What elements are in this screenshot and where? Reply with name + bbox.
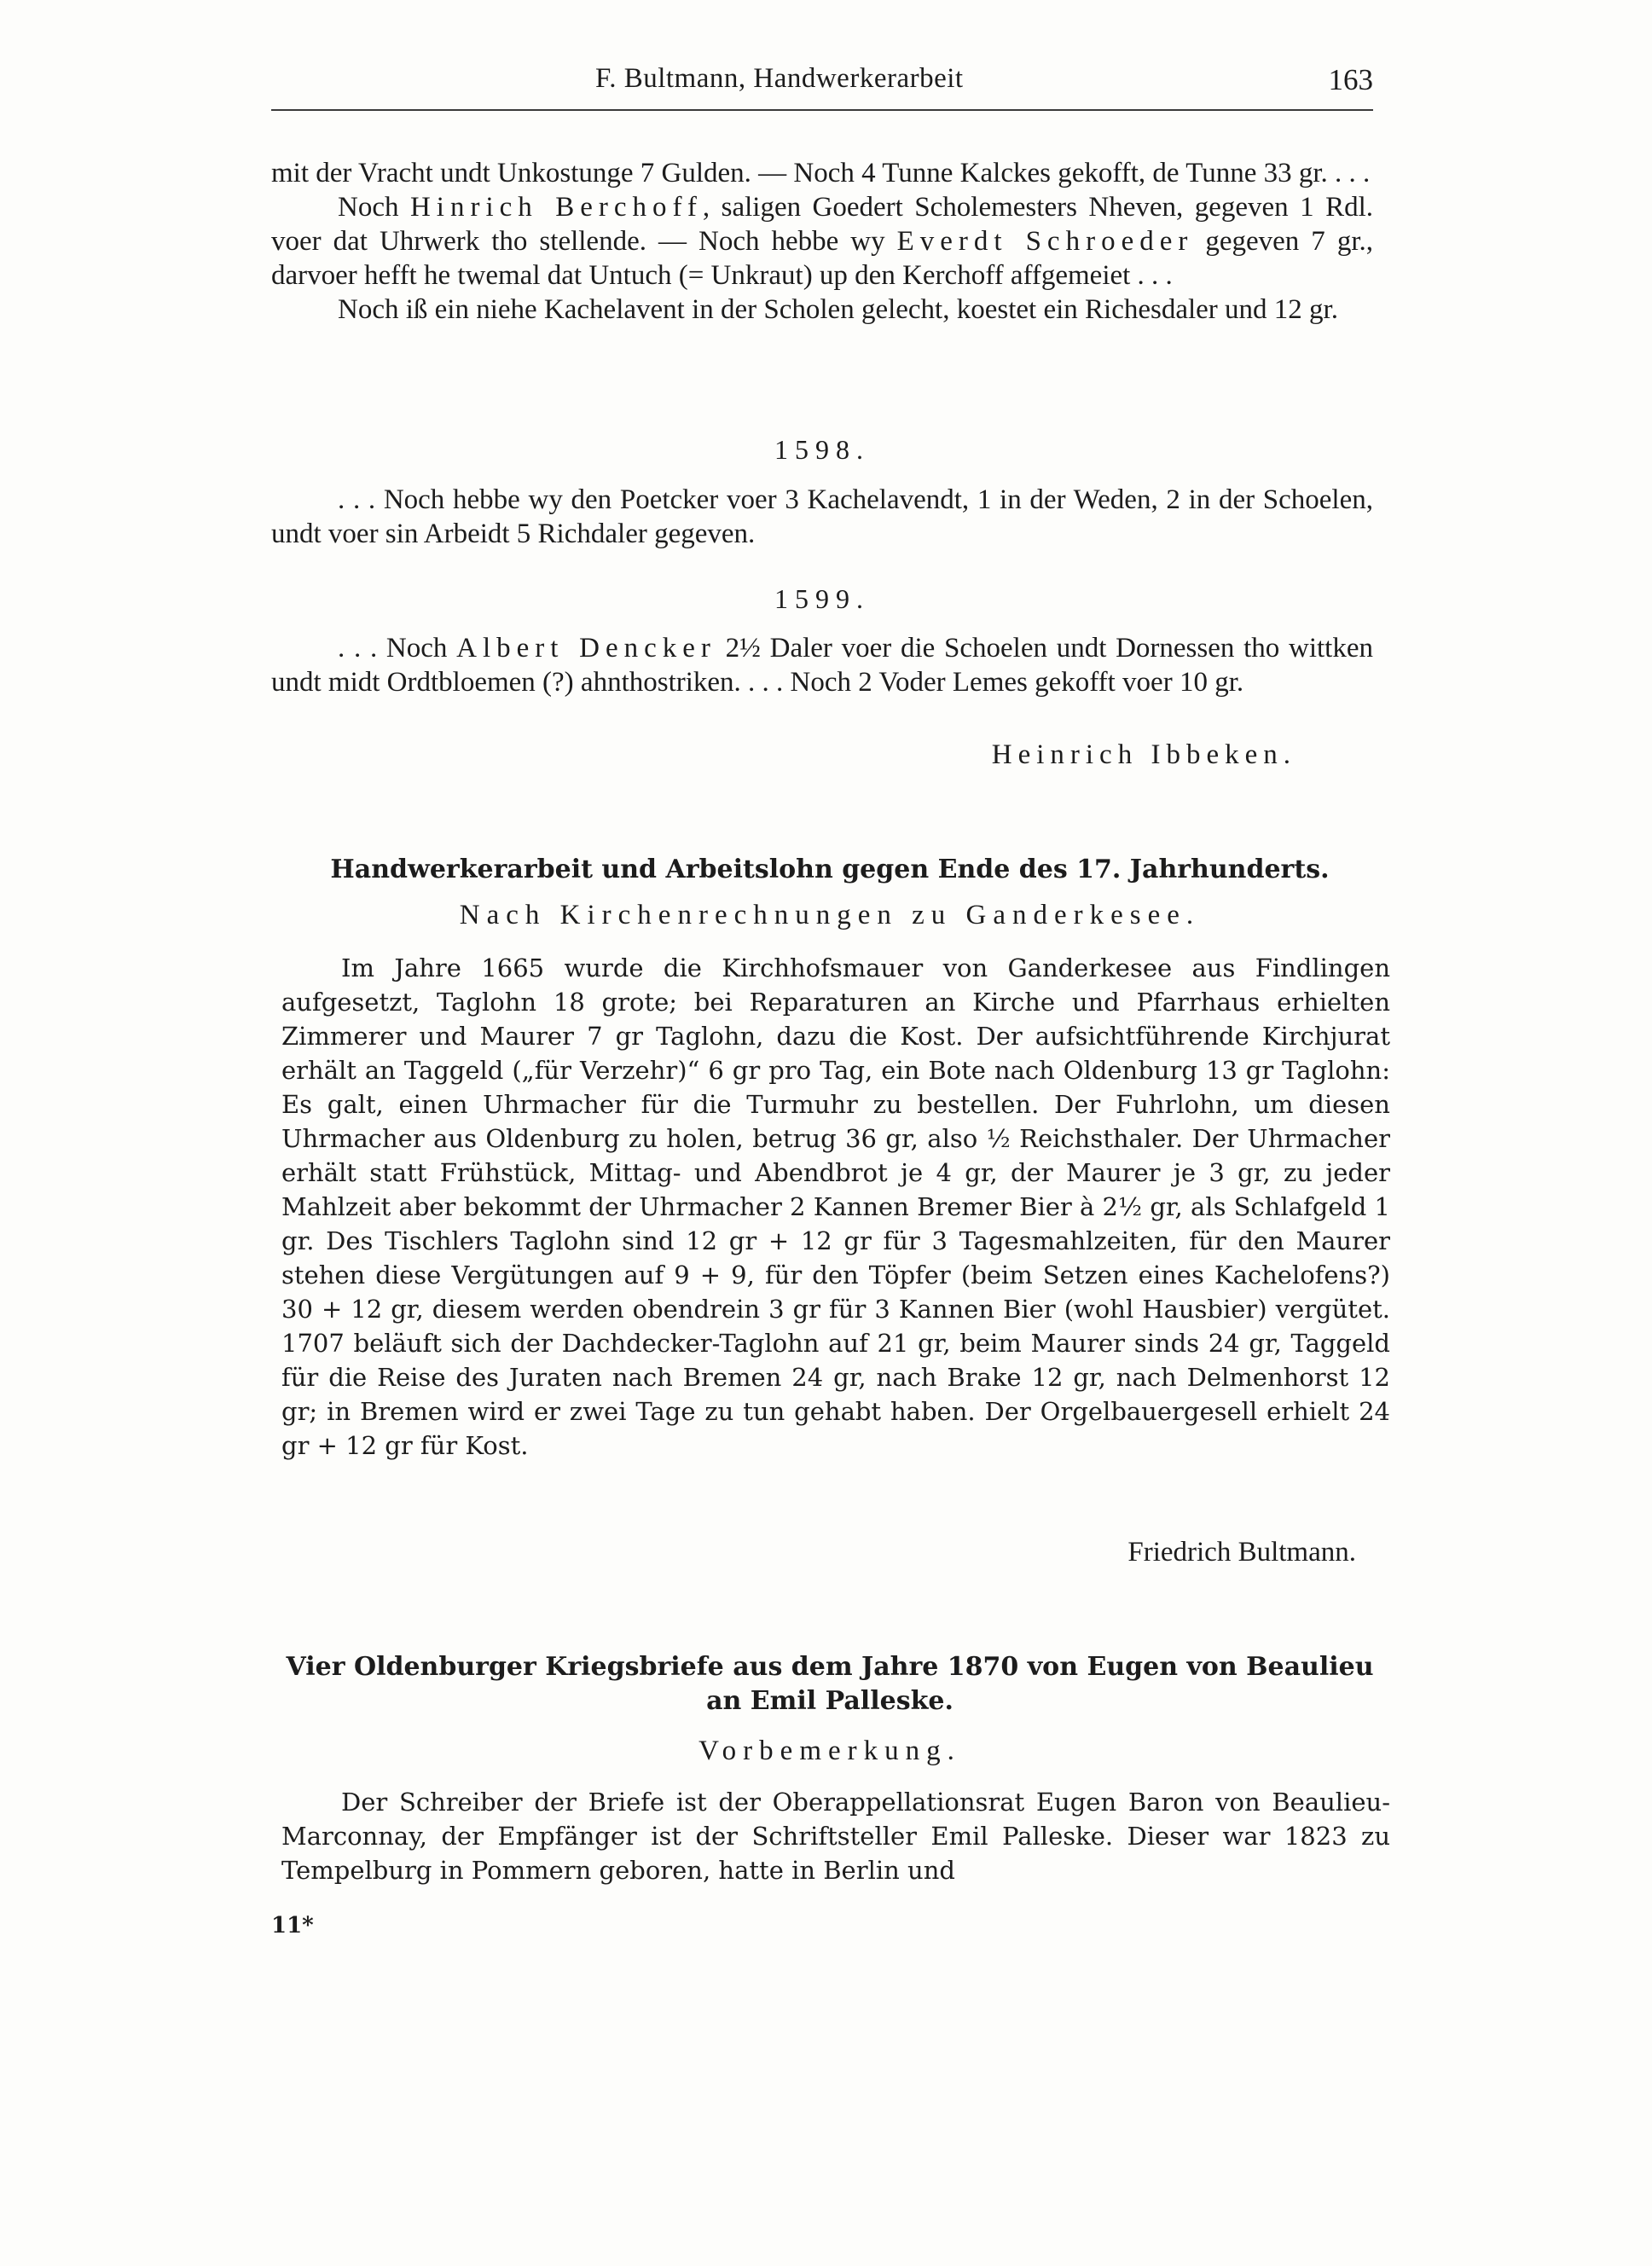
section2-subheading: Nach Kirchenrechnungen zu Ganderkesee. bbox=[459, 900, 1201, 930]
paragraph-3: Noch iß ein niehe Kachelavent in der Scholen gelecht, koestet ein Richesdaler und 12 gr. bbox=[338, 294, 1338, 325]
year-heading-1599: 1599. bbox=[774, 583, 870, 614]
section1-text-b bbox=[271, 483, 1373, 551]
year-heading-1598: 1598. bbox=[774, 434, 870, 465]
section2-body bbox=[281, 951, 1390, 1463]
section3-heading bbox=[271, 1650, 1388, 1718]
paragraph-1: mit der Vracht undt Unkostunge 7 Gulden. — Noch 4 Tunne Kalckes gekofft, de Tunne 33 gr. . . . bbox=[271, 158, 1371, 188]
section3-heading-line1: Vier Oldenburger Kriegsbriefe aus dem Jahre 1870 von Eugen von Beaulieu bbox=[286, 1652, 1374, 1682]
section3-body bbox=[281, 1785, 1390, 1887]
name-albert-dencker: Albert Dencker bbox=[456, 633, 716, 664]
signature-ibbeken: Heinrich Ibbeken. bbox=[991, 739, 1296, 770]
signature-bultmann: Friedrich Bultmann. bbox=[1127, 1537, 1356, 1568]
section3-subheading: Vorbemerkung. bbox=[698, 1736, 961, 1766]
page-number: 163 bbox=[1328, 63, 1373, 96]
running-title: F. Bultmann, Handwerkerarbeit bbox=[595, 63, 964, 94]
paragraph-2-post: gegeven 7 gr., darvoer hefft he twemal dat Untuch (= Unkraut) up den Kerchoff affgemeiet . . . bbox=[271, 226, 1373, 291]
paragraph-5 bbox=[271, 631, 1373, 699]
name-everdt-schroeder: Everdt Schroeder bbox=[896, 226, 1194, 257]
section1-text-c bbox=[271, 631, 1373, 699]
signature-mark: 11* bbox=[271, 1913, 314, 1939]
page-header bbox=[271, 60, 1373, 107]
section3-paragraph: Der Schreiber der Briefe ist der Oberappellationsrat Eugen Baron von Beaulieu-Marconnay, der Empfänger ist der Schriftsteller Emil Palleske. Dieser war 1823 zu Tempelburg in Pommern geboren, hatte in Berlin und bbox=[281, 1788, 1390, 1885]
section1-text bbox=[271, 156, 1373, 327]
paragraph-2-mid: , saligen Goedert Scholemesters Nheven, gegeven 1 Rdl. voer dat Uhrwerk tho stellende. — Noch hebbe wy bbox=[271, 192, 1374, 257]
name-hinrich-berchoff: Hinrich Berchoff bbox=[409, 192, 703, 223]
header-rule bbox=[271, 109, 1373, 111]
paragraph-4: . . . Noch hebbe wy den Poetcker voer 3 Kachelavendt, 1 in der Weden, 2 in der Schoelen, undt voer sin Arbeidt 5 Richdaler gegeven. bbox=[271, 484, 1373, 549]
paragraph-2 bbox=[271, 190, 1373, 293]
section2-paragraph: Im Jahre 1665 wurde die Kirchhofsmauer von Ganderkesee aus Findlingen aufgesetzt, Taglohn 18 grote; bei Reparaturen an Kirche und Pfarrhaus erhielten Zimmerer und Maurer 7 gr Taglohn, dazu die Kost. Der aufsichtführende Kirchjurat erhält an Taggeld („für Verzehr)“ 6 gr pro Tag, ein Bote nach Oldenburg 13 gr Taglohn: Es galt, einen Uhrmacher für die Turmuhr zu bestellen. Der Fuhrlohn, um diesen Uhrmacher aus Oldenburg zu holen, betrug 36 gr, also ½ Reichsthaler. Der Uhrmacher erhält statt Frühstück, Mittag- und Abendbrot je 4 gr, der Maurer je 3 gr, zu jeder Mahlzeit aber bekommt der Uhrmacher 2 Kannen Bremer Bier à 2½ gr, als Schlafgeld 1 gr. Des Tischlers Taglohn sind 12 gr + 12 gr für 3 Tagesmahlzeiten, für den Maurer stehen diese Vergütungen auf 9 + 9, für den Töpfer (beim Setzen eines Kachelofens?) 30 + 12 gr, diesem werden obendrein 3 gr für 3 Kannen Bier (wohl Hausbier) vergütet. 1707 beläuft sich der Dachdecker-Taglohn auf 21 gr, beim Maurer sinds 24 gr, Taggeld für die Reise des Juraten nach Bremen 24 gr, nach Brake 12 gr, nach Delmenhorst 12 gr; in Bremen wird er zwei Tage zu tun gehabt haben. Der Orgelbauergesell erhielt 24 gr + 12 gr für Kost. bbox=[281, 953, 1390, 1460]
section2-heading: Handwerkerarbeit und Arbeitslohn gegen Ende des 17. Jahrhunderts. bbox=[330, 855, 1330, 884]
paragraph-5-post: 2½ Daler voer die Schoelen undt Dornessen tho wittken undt midt Ordtbloemen (?) ahnthostriken. . . . Noch 2 Voder Lemes gekofft voer 10 gr. bbox=[271, 633, 1373, 698]
section3-heading-line2: an Emil Palleske. bbox=[706, 1686, 954, 1716]
paragraph-2-pre: Noch bbox=[338, 192, 410, 223]
paragraph-5-pre: . . . Noch bbox=[338, 633, 457, 664]
